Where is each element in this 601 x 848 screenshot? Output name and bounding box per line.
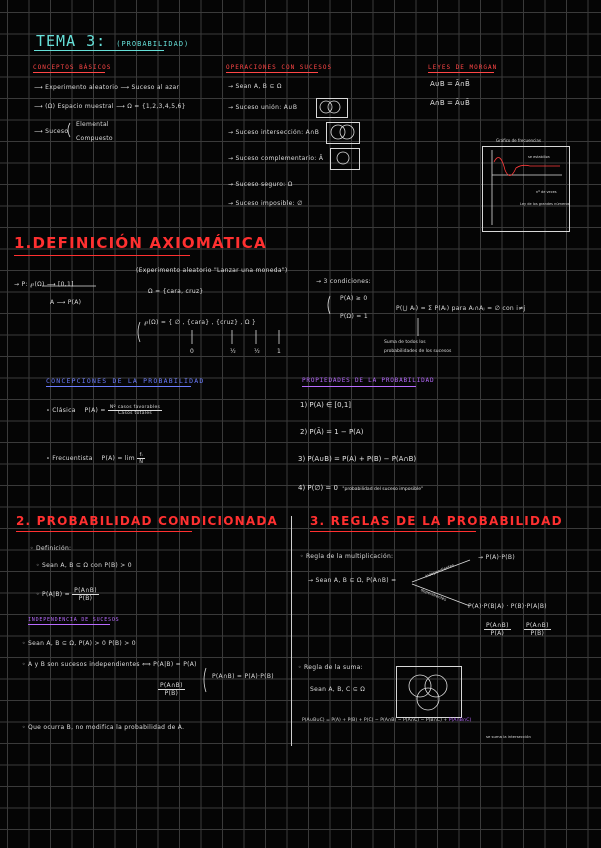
frecuent-fraction [137, 452, 145, 465]
ind-note-text: Que ocurra B, no modifica la probabilidad de A. [28, 724, 185, 731]
s1-a-to: A ⟶ P(A) [50, 299, 82, 306]
exp-text: Experimento aleatorio [45, 84, 119, 91]
suceso-compuesto: Compuesto [76, 135, 113, 142]
suceso-text: Suceso [45, 128, 69, 135]
exp-line: ⟶ Experimento aleatorio ⟶ Suceso al azar [34, 84, 180, 91]
venn-complement [330, 148, 360, 170]
s3-fraction-2 [524, 622, 551, 637]
page-title [36, 32, 189, 50]
s2-num: P(A∩B) [74, 587, 97, 594]
espacio-line: ⟶ (Ω) Espacio muestral ⟶ Ω = {1,2,3,4,5,6} [34, 103, 186, 110]
suceso-elemental: Elemental [76, 121, 109, 128]
s3-frac2 [524, 622, 551, 637]
suceso-line: ⟶ Suceso [34, 128, 69, 135]
s3-frac2-num: P(A∩B) [526, 622, 549, 629]
op-union-text: Suceso unión: A∪B [235, 104, 298, 111]
espacio-text: (Ω) Espacio muestral [45, 103, 114, 110]
s1-cond-head: → 3 condiciones: [316, 278, 371, 285]
ind-note: ◦ Que ocurra B, no modifica la probabilidad de A. [22, 724, 185, 731]
s1-p-omega: ℘(Ω) [30, 281, 45, 288]
s3-fraction-1 [484, 622, 511, 637]
s3-suma-end: P(A∩B∩C) [448, 718, 472, 723]
s1-val-empty: 0 [190, 348, 195, 355]
s3-mult-sean-text: Sean A, B ⊆ Ω, P(A∩B) = [315, 577, 397, 584]
op-sean-text: Sean A, B ⊆ Ω [235, 83, 282, 90]
ind-stmt: ◦ A y B son sucesos independientes ⟺ P(A|B) = P(A) [22, 661, 197, 668]
s1-range: [0,1] [57, 281, 74, 288]
s3-mult-sean: → Sean A, B ⊆ Ω, P(A∩B) = [308, 577, 397, 584]
section-3-heading: 3. REGLAS DE LA PROBABILIDAD [310, 514, 563, 528]
op-seguro: → Suceso seguro: Ω [228, 181, 293, 188]
s3-suma-text: Regla de la suma: [304, 664, 363, 671]
prop-1: 1) P(A) ∈ [0,1] [300, 401, 352, 409]
frecuent-den: N [139, 459, 144, 465]
section-1-heading: 1.DEFINICIÓN AXIOMÁTICA [14, 234, 267, 252]
s3-frac1 [484, 622, 511, 637]
clasica-label: Clásica [52, 407, 76, 414]
prop-4-note: "probabilidad del suceso imposible" [342, 487, 424, 492]
s3-suma-note: se suma la intersección [486, 734, 531, 739]
morgan-heading: LEYES DE MORGAN [428, 64, 498, 71]
s1-experiment: (Experimento aleatorio "Lanzar una moneda") [136, 267, 288, 274]
section-2-heading: 2. PROBABILIDAD CONDICIONADA [16, 514, 278, 528]
propiedades-underline [302, 386, 416, 387]
clasica-den: Casos totales [117, 411, 153, 416]
section-3-underline [310, 531, 476, 532]
s3-suma-formula [302, 718, 471, 723]
s1-cond-3-note: Suma de todos los probabilidades de los sucesos [384, 340, 452, 354]
frecuent-label: Frecuentista [52, 455, 93, 462]
s3-mult: ◦ Regla de la multiplicación: [300, 553, 394, 560]
ind-result: P(A∩B) = P(A)·P(B) [212, 673, 274, 680]
title-underline [34, 50, 164, 51]
s2-formula: ◦ P(A|B) = $\frac{P(A\cap B)}{P(B)}$ [36, 587, 97, 602]
op-sean: → Sean A, B ⊆ Ω [228, 83, 282, 90]
prop-4-text: 4) P(∅) = 0 [298, 484, 338, 492]
s2-def-text: Definición: [36, 545, 72, 552]
prop-4 [298, 484, 423, 492]
s3-frac2-den: P(B) [530, 630, 545, 637]
s3-r1-text: P(A)·P(B) [485, 554, 515, 561]
operaciones-underline [226, 72, 318, 73]
s3-frac1-den: P(A) [490, 630, 505, 637]
operaciones-heading: OPERACIONES CON SUCESOS [226, 64, 333, 71]
s2-def: ◦ Definición: [30, 545, 72, 552]
ind-frac-num: P(A∩B) [160, 682, 183, 689]
s3-suma: ◦ Regla de la suma: [298, 664, 363, 671]
espacio-to: Ω = {1,2,3,4,5,6} [127, 103, 186, 110]
propiedades-heading: PROPIEDADES DE LA PROBABILIDAD [302, 377, 435, 384]
s1-exp-label: Experimento aleatorio "Lanzar una moneda" [138, 267, 285, 274]
s1-cond-1: P(A) ≥ 0 [340, 295, 368, 302]
graph-label-law: Ley de los grandes números [520, 202, 570, 206]
section-2-underline [16, 531, 192, 532]
s3-branch-indep: independientes [424, 562, 455, 579]
s3-frac1-num: P(A∩B) [486, 622, 509, 629]
ind-sean-text: Sean A, B ⊆ Ω, P(A) > 0 P(B) > 0 [28, 640, 136, 647]
s1-brace [138, 322, 140, 342]
s3-r2a: P(A)·P(B|A) [468, 603, 505, 610]
graph-label-stabilizes: se estabiliza [528, 155, 550, 159]
venn-union [316, 98, 348, 118]
ind-sean: ◦ Sean A, B ⊆ Ω, P(A) > 0 P(B) > 0 [22, 640, 136, 647]
s2-den: P(B) [78, 595, 93, 602]
s1-p: P [21, 281, 26, 288]
title-main: TEMA 3: [36, 32, 107, 50]
s1-cond-brace [328, 296, 330, 314]
s2-result-brace [204, 668, 206, 692]
venn-intersection [326, 122, 360, 144]
s1-cond-head-text: 3 condiciones: [323, 278, 371, 285]
op-imposible: → Suceso imposible: ∅ [228, 200, 303, 207]
s1-val-cruz: ½ [254, 348, 261, 355]
exp-to: Suceso al azar [131, 84, 180, 91]
title-sub: (PROBABILIDAD) [116, 40, 190, 48]
s1-val-cara: ½ [230, 348, 237, 355]
section-divider [291, 516, 292, 746]
morgan-underline [428, 72, 494, 73]
s3-branch-dep: dependientes [420, 587, 448, 602]
clasica-line: ∘ Clásica P(A) = $\frac{\text{Nº casos favorables}}{\text{Casos totales}}$ [46, 405, 161, 416]
ind-fraction [158, 682, 185, 697]
prop-2: 2) P(Ā) = 1 − P(A) [300, 428, 364, 436]
s3-mult-text: Regla de la multiplicación: [306, 553, 394, 560]
s3-r2: P(A)·P(B|A) · P(B)·P(A|B) [468, 603, 547, 610]
s1-cond-2: P(Ω) = 1 [340, 313, 368, 320]
ind-stmt-text: A y B son sucesos independientes ⟺ P(A|B) = P(A) [28, 661, 197, 668]
morgan-law-1: A∪B = Ā∩B̄ [430, 80, 470, 88]
op-seguro-text: Suceso seguro: Ω [235, 181, 293, 188]
indep-heading: INDEPENDENCIA DE SUCESOS [28, 617, 120, 623]
s2-sean-text: Sean A, B ⊆ Ω con P(B) > 0 [42, 562, 132, 569]
ind-frac [158, 682, 185, 697]
s1-mapping: → P: ℘(Ω) ⟶ [0,1] [14, 281, 74, 288]
s1-omega-set: Ω = {cara, cruz} [148, 288, 204, 295]
prop-3: 3) P(A∪B) = P(A) + P(B) − P(A∩B) [298, 455, 417, 463]
s3-suma-formula-text: P(A∪B∪C) = P(A) + P(B) + P(C) − P(A∩B) − P(A∩C) − P(B∩C) + [302, 718, 448, 723]
s2-sean: ◦ Sean A, B ⊆ Ω con P(B) > 0 [36, 562, 132, 569]
graph-label-count: nº de veces [536, 190, 557, 194]
s3-r2b: P(B)·P(A|B) [510, 603, 547, 610]
indep-underline [28, 624, 110, 625]
conceptos-heading: CONCEPTOS BÁSICOS [33, 64, 112, 71]
op-inter: → Suceso intersección: A∩B [228, 129, 320, 136]
concepciones-heading: CONCEPCIONES DE LA PROBABILIDAD [46, 377, 205, 385]
s1-parts: ℘(Ω) = { ∅ , {cara} , {cruz} , Ω } [144, 319, 257, 326]
s1-val-omega: 1 [277, 348, 282, 355]
graph-title: Gráfico de frecuencias [496, 138, 541, 143]
concepciones-underline [46, 386, 191, 387]
conceptos-underline [33, 72, 105, 73]
venn-abc-box [396, 666, 462, 718]
section-1-underline [14, 255, 190, 256]
op-compl-text: Suceso complementario: Ā [235, 155, 324, 162]
ind-frac-den: P(B) [164, 690, 179, 697]
s3-suma-sean: Sean A, B, C ⊆ Ω [310, 686, 366, 693]
morgan-law-2: A∩B = Ā∪B̄ [430, 99, 470, 107]
frecuent-p: P(A) = lim [101, 455, 135, 462]
op-union: → Suceso unión: A∪B [228, 104, 298, 111]
s2-fraction [72, 587, 99, 602]
op-inter-text: Suceso intersección: A∩B [235, 129, 320, 136]
op-compl: → Suceso complementario: Ā [228, 155, 324, 162]
frecuent-line: ∘ Frecuentista P(A) = lim $\frac{\text{fᵢ}}{N}$ [46, 452, 144, 465]
clasica-num: Nº casos favorables [109, 405, 161, 410]
s2-formula-text: P(A|B) = [42, 591, 70, 598]
clasica-fraction [108, 405, 162, 416]
frequency-graph-box [482, 146, 570, 232]
s3-r1: → P(A)·P(B) [478, 554, 515, 561]
op-imposible-text: Suceso imposible: ∅ [235, 200, 303, 207]
clasica-p: P(A) = [84, 407, 106, 414]
frecuent-num: fᵢ [137, 452, 145, 459]
s1-cond-3: P(⋃ Aᵢ) = Σ P(Aᵢ) para Aᵢ∩Aⱼ = ∅ con i≠j [396, 305, 526, 312]
